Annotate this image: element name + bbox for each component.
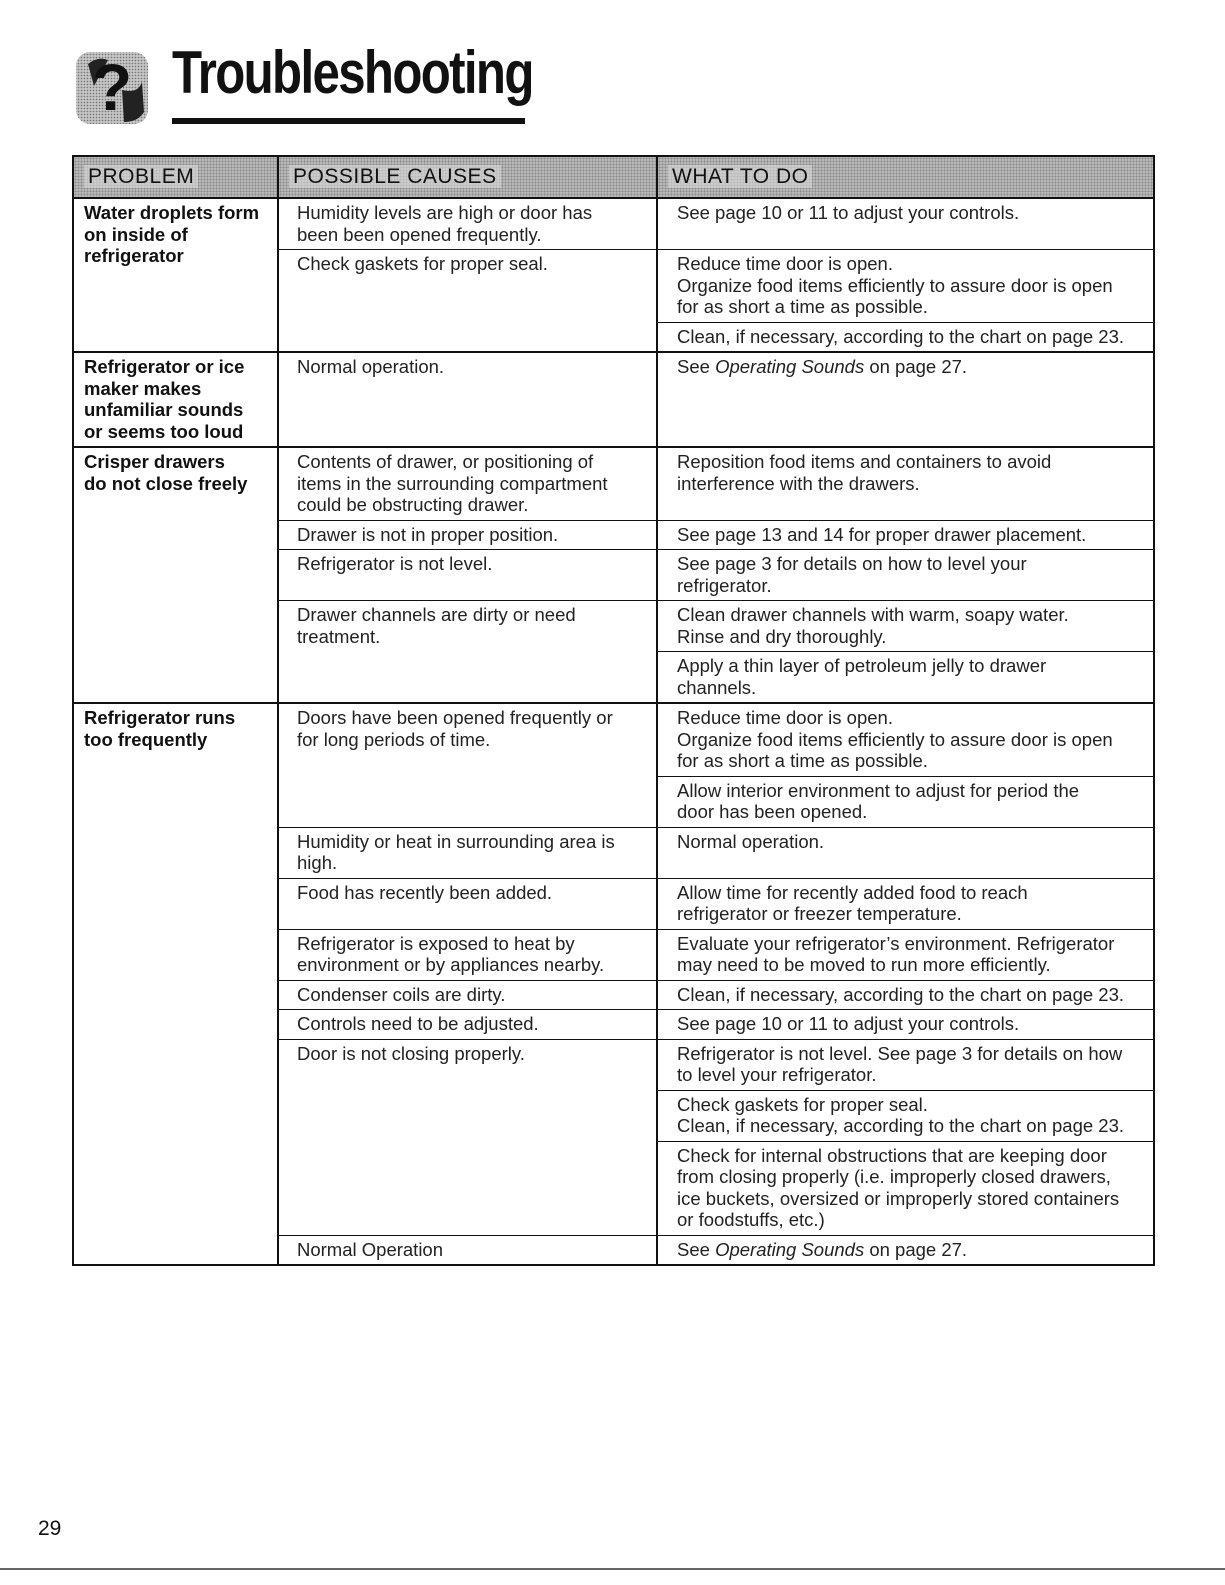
problem-line: Refrigerator runs	[84, 707, 236, 728]
cause-cell	[278, 520, 657, 550]
problem-line: or seems too loud	[84, 420, 244, 442]
cause-line: environment or by appliances nearby.	[297, 954, 605, 975]
what-to-do-line: Check gaskets for proper seal.	[677, 1093, 928, 1115]
cause-cell	[278, 198, 657, 250]
what-to-do-line: See page 10 or 11 to adjust your controls.	[677, 202, 1020, 223]
what-to-do-line: See page 13 and 14 for proper drawer placement.	[677, 523, 1087, 545]
problem-line: Water droplets form	[84, 202, 260, 223]
cause-line: Check gaskets for proper seal.	[297, 253, 548, 274]
what-to-do-line: See page 10 or 11 to adjust your controls.	[677, 1013, 1020, 1034]
what-to-do-line: to level your refrigerator.	[677, 1064, 877, 1085]
cause-line: Humidity levels are high or door has	[297, 202, 593, 223]
cause-cell	[278, 703, 657, 827]
problem-cell	[73, 703, 278, 1265]
cause-line: Contents of drawer, or positioning of	[297, 451, 594, 472]
what-to-do-line: or foodstuffs, etc.)	[677, 1209, 825, 1230]
what-to-do-cell	[657, 250, 1154, 323]
what-to-do-cell	[657, 980, 1154, 1010]
what-to-do-cell	[657, 352, 1154, 447]
cause-line: for long periods of time.	[297, 728, 491, 750]
problem-line: maker makes	[84, 377, 202, 399]
what-to-do-line: Check for internal obstructions that are keeping door	[677, 1144, 1107, 1166]
cause-cell	[278, 352, 657, 447]
what-to-do-cell	[657, 703, 1154, 776]
table-row	[73, 447, 1154, 520]
cause-line: Controls need to be adjusted.	[297, 1013, 539, 1034]
troubleshooting-table	[72, 155, 1155, 1266]
table-header-row	[73, 156, 1154, 198]
problem-line: Refrigerator or ice	[84, 356, 245, 377]
problem-cell	[73, 352, 278, 447]
what-to-do-cell	[657, 322, 1154, 352]
what-to-do-line	[677, 1239, 1145, 1261]
cause-cell	[278, 447, 657, 520]
cause-line: Normal operation.	[297, 356, 445, 377]
cause-cell	[278, 1039, 657, 1235]
cause-cell	[278, 878, 657, 929]
what-to-do-line: may need to be moved to run more efficiently.	[677, 954, 1051, 975]
column-header-problem: PROBLEM	[73, 156, 278, 198]
problem-line: do not close freely	[84, 472, 248, 494]
what-to-do-cell	[657, 1141, 1154, 1235]
what-to-do-line: for as short a time as possible.	[677, 750, 928, 771]
what-to-do-line: Reposition food items and containers to avoid	[677, 451, 1052, 472]
table-row	[73, 198, 1154, 250]
what-to-do-line: refrigerator or freezer temperature.	[677, 903, 962, 924]
what-to-do-line: Clean drawer channels with warm, soapy water.	[677, 604, 1069, 625]
what-to-do-cell	[657, 878, 1154, 929]
what-to-do-line: See page 3 for details on how to level your	[677, 553, 1027, 574]
cause-line: high.	[297, 852, 338, 873]
what-to-do-cell	[657, 652, 1154, 704]
what-to-do-line: Allow time for recently added food to reach	[677, 881, 1028, 903]
cause-line: Condenser coils are dirty.	[297, 983, 506, 1005]
cause-cell	[278, 601, 657, 704]
what-to-do-line	[677, 356, 1145, 378]
cause-cell	[278, 827, 657, 878]
cause-cell	[278, 929, 657, 980]
cause-line: Drawer is not in proper position.	[297, 523, 559, 545]
problem-cell	[73, 198, 278, 352]
what-to-do-line: Reduce time door is open.	[677, 253, 893, 274]
column-header-what-to-do: WHAT TO DO	[657, 156, 1154, 198]
cause-line: Food has recently been added.	[297, 881, 553, 903]
cause-line: Normal Operation	[297, 1238, 444, 1260]
what-to-do-line: Clean, if necessary, according to the chart on page 23.	[677, 1115, 1125, 1136]
problem-cell	[73, 447, 278, 703]
cause-line: Refrigerator is not level.	[297, 553, 493, 574]
problem-line: too frequently	[84, 728, 208, 750]
what-to-do-cell	[657, 929, 1154, 980]
page-title: Troubleshooting	[172, 39, 533, 106]
title-underline	[172, 118, 525, 124]
cause-cell	[278, 1235, 657, 1265]
cause-cell	[278, 980, 657, 1010]
what-to-do-cell	[657, 550, 1154, 601]
what-to-do-line: Reduce time door is open.	[677, 707, 893, 728]
what-to-do-line: Refrigerator is not level. See page 3 for details on how	[677, 1042, 1123, 1064]
text-see: See	[677, 1238, 716, 1260]
what-to-do-cell	[657, 1039, 1154, 1090]
problem-line: unfamiliar sounds	[84, 399, 244, 420]
table-row	[73, 703, 1154, 776]
text-page-ref: on page 27.	[864, 356, 968, 377]
cause-line: been been opened frequently.	[297, 223, 542, 245]
problem-line: refrigerator	[84, 245, 184, 266]
text-page-ref: on page 27.	[864, 1238, 968, 1260]
cause-cell	[278, 250, 657, 353]
bottom-rule	[0, 1568, 1225, 1570]
cause-line: Doors have been opened frequently or	[297, 707, 613, 728]
cause-line: Humidity or heat in surrounding area is	[297, 830, 615, 852]
what-to-do-cell	[657, 827, 1154, 878]
page-number: 29	[38, 1517, 62, 1540]
what-to-do-line: Apply a thin layer of petroleum jelly to drawer	[677, 655, 1047, 676]
cause-line: Refrigerator is exposed to heat by	[297, 932, 575, 954]
what-to-do-cell	[657, 776, 1154, 827]
cause-line: could be obstructing drawer.	[297, 494, 529, 515]
what-to-do-cell	[657, 1010, 1154, 1040]
what-to-do-cell	[657, 198, 1154, 250]
question-mark-icon	[74, 50, 150, 126]
what-to-do-line: channels.	[677, 676, 757, 698]
what-to-do-line: Normal operation.	[677, 830, 825, 852]
cause-cell	[278, 550, 657, 601]
what-to-do-cell	[657, 601, 1154, 652]
what-to-do-line: Organize food items efficiently to assure door is open	[677, 274, 1113, 296]
text-see: See	[677, 356, 716, 377]
cause-line: treatment.	[297, 625, 381, 647]
what-to-do-line: Evaluate your refrigerator’s environment. Refrigerator	[677, 932, 1115, 954]
what-to-do-line: Clean, if necessary, according to the chart on page 23.	[677, 983, 1125, 1005]
column-header-possible-causes: POSSIBLE CAUSES	[278, 156, 657, 198]
operating-sounds-ref: Operating Sounds	[715, 356, 865, 377]
what-to-do-line: Organize food items efficiently to assure door is open	[677, 728, 1113, 750]
what-to-do-line: ice buckets, oversized or improperly stored containers	[677, 1187, 1120, 1209]
cause-line: Drawer channels are dirty or need	[297, 604, 576, 625]
what-to-do-line: from closing properly (i.e. improperly closed drawers,	[677, 1166, 1111, 1187]
problem-line: Crisper drawers	[84, 451, 225, 472]
what-to-do-line: door has been opened.	[677, 801, 868, 822]
cause-line: Door is not closing properly.	[297, 1042, 525, 1064]
what-to-do-line: Clean, if necessary, according to the chart on page 23.	[677, 325, 1125, 347]
what-to-do-cell	[657, 1235, 1154, 1265]
what-to-do-line: Allow interior environment to adjust for period the	[677, 779, 1080, 801]
svg-text:?: ?	[91, 50, 133, 124]
what-to-do-cell	[657, 520, 1154, 550]
table-row	[73, 352, 1154, 447]
what-to-do-line: refrigerator.	[677, 574, 772, 596]
what-to-do-line: for as short a time as possible.	[677, 296, 928, 317]
what-to-do-line: Rinse and dry thoroughly.	[677, 625, 887, 647]
problem-line: on inside of	[84, 223, 188, 245]
what-to-do-cell	[657, 1090, 1154, 1141]
what-to-do-line: interference with the drawers.	[677, 472, 920, 494]
what-to-do-cell	[657, 447, 1154, 520]
cause-cell	[278, 1010, 657, 1040]
operating-sounds-ref: Operating Sounds	[715, 1238, 865, 1260]
cause-line: items in the surrounding compartment	[297, 472, 608, 494]
